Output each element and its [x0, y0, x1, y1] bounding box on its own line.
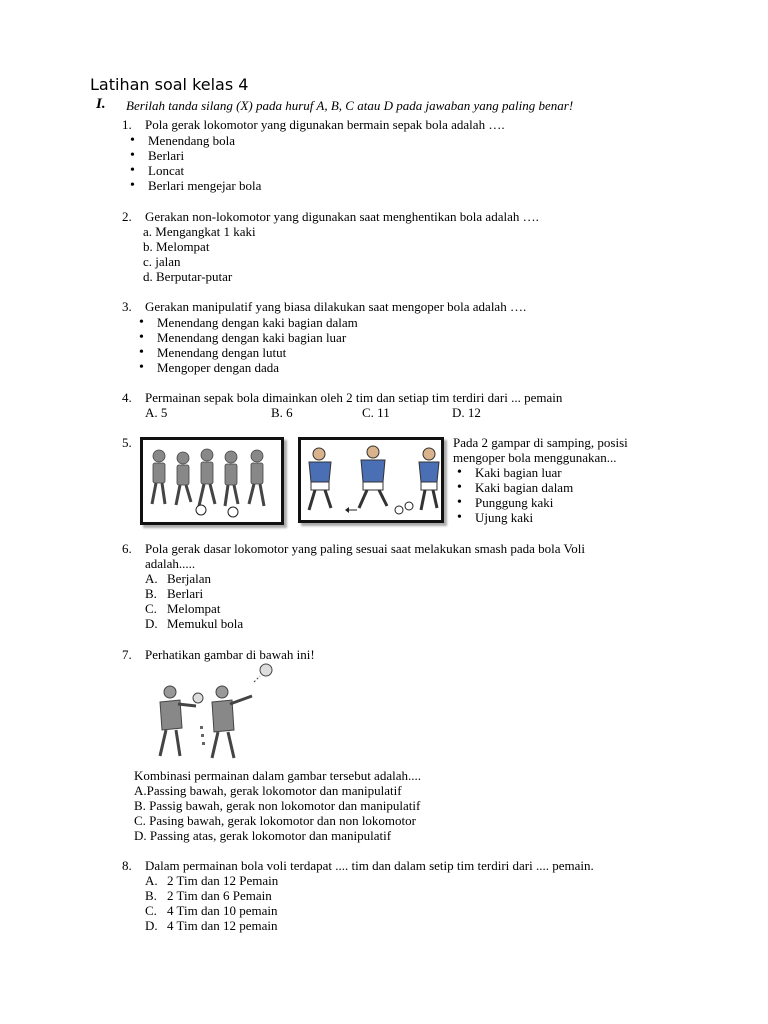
q2-option[interactable]: b. Melompat — [143, 239, 210, 254]
q3-option[interactable]: • Menendang dengan lutut — [135, 345, 358, 360]
q8-option-letter: D. — [145, 918, 158, 933]
q8-option[interactable]: 4 Tim dan 12 pemain — [167, 918, 278, 933]
q6-text-line1: Pola gerak dasar lokomotor yang paling sesuai saat melakukan smash pada bola Voli — [145, 541, 585, 556]
q5-image-soccer-players — [298, 437, 444, 523]
q5-text-line1: Pada 2 gampar di samping, posisi — [453, 435, 628, 450]
q4-option-c[interactable]: C. 11 — [362, 405, 390, 420]
q7-option[interactable]: B. Passig bawah, gerak non lokomotor dan manipulatif — [134, 798, 421, 813]
q7-subtext: Kombinasi permainan dalam gambar tersebut adalah.... — [134, 768, 421, 783]
q6-text-line2: adalah..... — [145, 556, 196, 571]
volleyball-passing-illustration — [148, 662, 284, 764]
q1-option[interactable]: • Berlari mengejar bola — [126, 178, 261, 193]
q6-option[interactable]: Berjalan — [167, 571, 212, 586]
q8-option[interactable]: 4 Tim dan 10 pemain — [167, 903, 278, 918]
soccer-kids-illustration — [143, 440, 281, 522]
q1-options — [126, 133, 261, 193]
q5-option[interactable]: • Ujung kaki — [453, 510, 573, 525]
q8-number: 8. — [122, 858, 132, 873]
q5-option[interactable]: • Punggung kaki — [453, 495, 573, 510]
q7-image-volleyball — [148, 662, 284, 764]
q8-option-letter: A. — [145, 873, 158, 888]
q7-option[interactable]: C. Pasing bawah, gerak lokomotor dan non lokomotor — [134, 813, 416, 828]
q6-option-letter: D. — [145, 616, 158, 631]
q5-option[interactable]: • Kaki bagian dalam — [453, 480, 573, 495]
q6-option-letter: C. — [145, 601, 157, 616]
q2-option[interactable]: a. Mengangkat 1 kaki — [143, 224, 256, 239]
q5-text-line2: mengoper bola menggunakan... — [453, 450, 617, 465]
q4-option-b[interactable]: B. 6 — [271, 405, 293, 420]
q7-option[interactable]: A.Passing bawah, gerak lokomotor dan manipulatif — [134, 783, 402, 798]
q7-option[interactable]: D. Passing atas, gerak lokomotor dan manipulatif — [134, 828, 392, 843]
q2-options — [143, 224, 256, 284]
q7-text: Perhatikan gambar di bawah ini! — [145, 647, 315, 662]
q1-option[interactable]: • Loncat — [126, 163, 261, 178]
q2-option[interactable]: d. Berputar-putar — [143, 269, 233, 284]
q2-text: Gerakan non-lokomotor yang digunakan saat menghentikan bola adalah …. — [145, 209, 539, 224]
q8-option-letter: C. — [145, 903, 157, 918]
q6-number: 6. — [122, 541, 132, 556]
q3-options — [135, 315, 358, 375]
q4-option-d[interactable]: D. 12 — [452, 405, 481, 420]
q5-option[interactable]: • Kaki bagian luar — [453, 465, 573, 480]
q5-image-soccer-kids — [140, 437, 284, 525]
q8-option-letter: B. — [145, 888, 157, 903]
q3-number: 3. — [122, 299, 132, 314]
q7-options — [134, 783, 420, 843]
q6-option-letter: A. — [145, 571, 158, 586]
q1-number: 1. — [122, 117, 132, 132]
q7-number: 7. — [122, 647, 132, 662]
q3-option[interactable]: • Menendang dengan kaki bagian luar — [135, 330, 358, 345]
q3-option[interactable]: • Menendang dengan kaki bagian dalam — [135, 315, 358, 330]
section-number: I. — [96, 96, 106, 112]
q5-number: 5. — [122, 435, 132, 450]
q3-text: Gerakan manipulatif yang biasa dilakukan saat mengoper bola adalah …. — [145, 299, 527, 314]
q8-option[interactable]: 2 Tim dan 6 Pemain — [167, 888, 272, 903]
q1-option[interactable]: • Berlari — [126, 148, 261, 163]
q8-option[interactable]: 2 Tim dan 12 Pemain — [167, 873, 279, 888]
q4-option-a[interactable]: A. 5 — [145, 405, 168, 420]
page-title: Latihan soal kelas 4 — [90, 75, 249, 94]
q1-option[interactable]: • Menendang bola — [126, 133, 261, 148]
q2-option[interactable]: c. jalan — [143, 254, 181, 269]
q6-option[interactable]: Memukul bola — [167, 616, 244, 631]
q3-option[interactable]: • Mengoper dengan dada — [135, 360, 358, 375]
q5-options — [453, 465, 573, 525]
section-instruction: Berilah tanda silang (X) pada huruf A, B, C atau D pada jawaban yang paling benar! — [126, 98, 574, 113]
q6-option[interactable]: Berlari — [167, 586, 204, 601]
q4-text: Permainan sepak bola dimainkan oleh 2 tim dan setiap tim terdiri dari ... pemain — [145, 390, 563, 405]
soccer-players-illustration — [301, 440, 441, 520]
q6-option[interactable]: Melompat — [167, 601, 221, 616]
q2-number: 2. — [122, 209, 132, 224]
q4-number: 4. — [122, 390, 132, 405]
q8-text: Dalam permainan bola voli terdapat .... tim dan dalam setip tim terdiri dari .... pemain. — [145, 858, 594, 873]
q1-text: Pola gerak lokomotor yang digunakan bermain sepak bola adalah …. — [145, 117, 505, 132]
q6-option-letter: B. — [145, 586, 157, 601]
